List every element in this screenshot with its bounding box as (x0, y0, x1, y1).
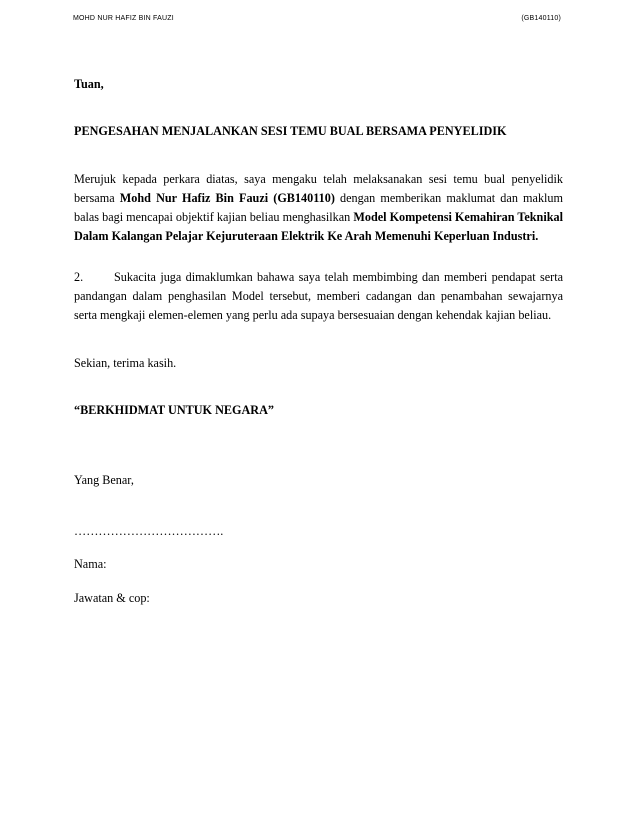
paragraph-2 (74, 268, 563, 325)
position-stamp-label: Jawatan & cop: (74, 591, 150, 605)
paragraph-1 (74, 170, 563, 246)
researcher-name: Mohd Nur Hafiz Bin Fauzi (GB140110) (119, 191, 335, 205)
paragraph-2-text: Sukacita juga dimaklumkan bahawa saya telah membimbing dan memberi pendapat serta pandangan dalam penghasilan Model tersebut, memberi cadangan dan penambahan sewajarnya serta mengkaji elemen-elemen yang perlu ada supaya bersesuaian dengan kehendak kajian beliau. (74, 270, 563, 322)
header-student-id: (GB140110) (521, 15, 561, 22)
signature-line: ………………………………. (74, 524, 224, 538)
letter-subject: PENGESAHAN MENJALANKAN SESI TEMU BUAL BERSAMA PENYELIDIK (74, 124, 507, 138)
header-author-name: MOHD NUR HAFIZ BIN FAUZI (73, 15, 174, 22)
motto: “BERKHIDMAT UNTUK NEGARA” (74, 403, 274, 417)
sign-off: Yang Benar, (74, 473, 134, 487)
research-title: Model Kompetensi Kemahiran Teknikal Dalam Kalangan Pelajar Kejuruteraan Elektrik Ke Arah Memenuhi Keperluan Industri. (74, 210, 563, 243)
paragraph-1-text-a: Merujuk kepada perkara diatas, saya mengaku telah melaksanakan sesi temu bual penyelidik bersama (74, 172, 563, 205)
paragraph-1-text-b: dengan memberikan maklumat dan maklum balas bagi mencapai objektif kajian beliau menghasilkan (74, 191, 563, 224)
paragraph-2-number: 2. (74, 270, 84, 284)
salutation: Tuan, (74, 77, 104, 91)
closing-remark: Sekian, terima kasih. (74, 356, 177, 370)
name-field-label: Nama: (74, 557, 107, 571)
